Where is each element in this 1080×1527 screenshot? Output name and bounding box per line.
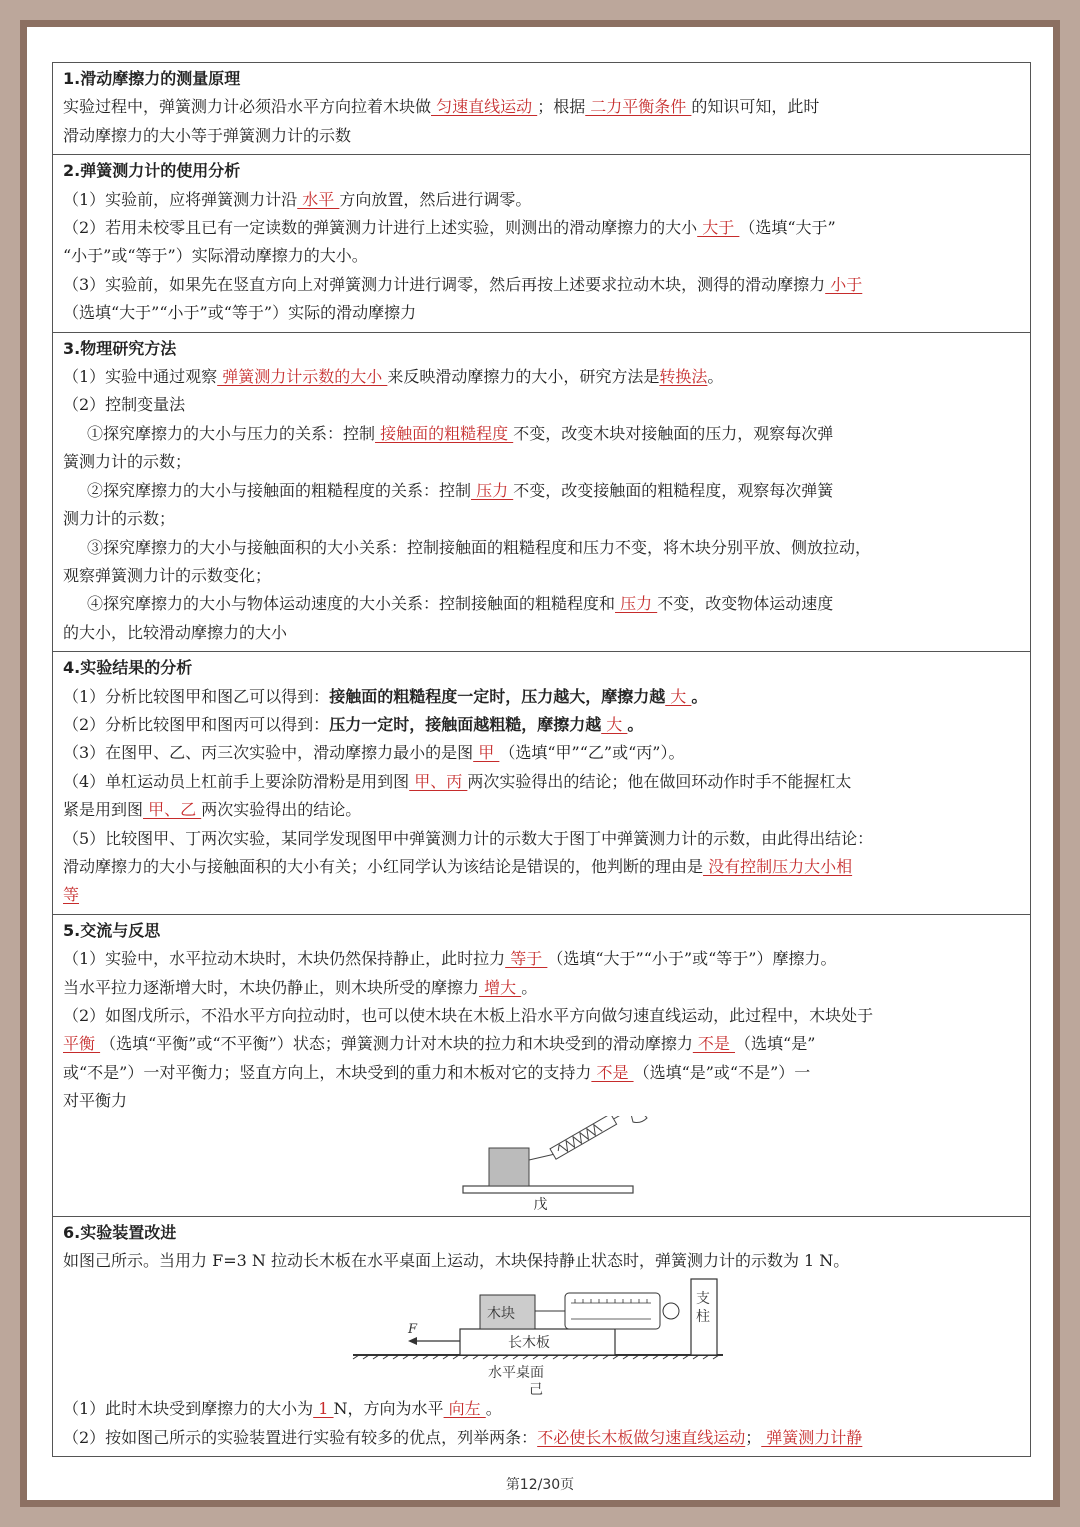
text: 两次实验得出的结论；他在做回环动作时手不能握杠太 bbox=[467, 771, 852, 791]
answer-blank: 大 bbox=[601, 714, 628, 734]
text: 方向放置，然后进行调零。 bbox=[339, 189, 532, 209]
hand-icon bbox=[631, 1116, 647, 1123]
answer-blank: 等 bbox=[63, 885, 80, 905]
text: 不变，改变接触面的粗糙程度，观察每次弹簧 bbox=[513, 480, 834, 500]
text: 紧是用到图 bbox=[63, 800, 144, 820]
board-label: 长木板 bbox=[508, 1335, 550, 1352]
bold-text: 压力一定时，接触面越粗糙，摩擦力越 bbox=[329, 714, 602, 734]
figure-wu bbox=[63, 1116, 1020, 1212]
text-line bbox=[63, 683, 1020, 711]
text: ①探究摩擦力的大小与压力的关系：控制 bbox=[87, 423, 376, 443]
text-line: “小于”或“等于”）实际滑动摩擦力的大小。 bbox=[63, 246, 368, 266]
section-3 bbox=[53, 333, 1030, 652]
text-line: （5）比较图甲、丁两次实验，某同学发现图甲中弹簧测力计的示数大于图丁中弹簧测力计的示数，由此得出结论： bbox=[63, 828, 874, 848]
answer-blank: 不是 bbox=[692, 1034, 736, 1054]
text-line: 如图己所示。当用力 F=3 N 拉动长木板在水平桌面上运动，木块保持静止状态时，弹簧测力计的示数为 1 N。 bbox=[63, 1251, 850, 1271]
block-label: 木块 bbox=[487, 1306, 515, 1323]
text: （选填“是” bbox=[735, 1034, 816, 1054]
text-line bbox=[63, 711, 1020, 739]
text: 。 bbox=[707, 367, 724, 387]
text-line bbox=[63, 363, 1020, 391]
text: （2）分析比较图甲和图丙可以得到： bbox=[63, 714, 330, 734]
text-line: 滑动摩擦力的大小等于弹簧测力计的示数 bbox=[63, 125, 352, 145]
section-title: 5.交流与反思 bbox=[63, 920, 161, 940]
text: 当水平拉力逐渐增大时，木块仍静止，则木块所受的摩擦力 bbox=[63, 977, 480, 997]
section-6 bbox=[53, 1217, 1030, 1457]
block bbox=[489, 1148, 529, 1186]
figure-caption: 戊 bbox=[533, 1196, 548, 1213]
text-line bbox=[63, 796, 1020, 824]
text-line: 对平衡力 bbox=[63, 1091, 128, 1111]
bold-text: 接触面的粗糙程度一定时，压力越大，摩擦力越 bbox=[329, 686, 666, 706]
text: （选填“大于” bbox=[739, 218, 836, 238]
answer-blank: 小于 bbox=[825, 274, 863, 294]
text-line bbox=[63, 590, 1020, 618]
text: （选填“甲”“乙”或“丙”）。 bbox=[499, 743, 685, 763]
text: 。 bbox=[627, 714, 644, 734]
section-title: 6.实验装置改进 bbox=[63, 1222, 177, 1242]
text: ④探究摩擦力的大小与物体运动速度的大小关系：控制接触面的粗糙程度和 bbox=[87, 594, 616, 614]
text: N，方向为水平 bbox=[333, 1399, 444, 1419]
text: ；根据 bbox=[537, 97, 586, 117]
content-table bbox=[52, 62, 1031, 1457]
answer-blank: 向左 bbox=[443, 1399, 486, 1419]
text: 来反映滑动摩擦力的大小，研究方法是 bbox=[387, 367, 660, 387]
answer-blank: 不必使长木板做匀速直线运动 bbox=[537, 1427, 746, 1447]
section-4 bbox=[53, 652, 1030, 915]
answer-blank: 增大 bbox=[479, 977, 522, 997]
answer-blank: 等于 bbox=[505, 949, 548, 969]
string bbox=[529, 1154, 555, 1160]
force-arrowhead bbox=[408, 1337, 417, 1345]
answer-blank: 不是 bbox=[591, 1062, 634, 1082]
text-line: （2）如图戊所示，不沿水平方向拉动时，也可以使木块在木板上沿水平方向做匀速直线运动，此过程中，木块处于 bbox=[63, 1006, 874, 1025]
text: （1）实验中，水平拉动木块时，木块仍然保持静止，此时拉力 bbox=[63, 949, 506, 969]
text-line bbox=[63, 853, 1020, 881]
scale-hook bbox=[663, 1303, 679, 1319]
answer-blank: 接触面的粗糙程度 bbox=[375, 423, 514, 443]
text: （1）实验前，应将弹簧测力计沿 bbox=[63, 189, 298, 209]
text: （1）分析比较图甲和图乙可以得到： bbox=[63, 686, 330, 706]
answer-blank: 二力平衡条件 bbox=[585, 97, 692, 117]
section-title: 1.滑动摩擦力的测量原理 bbox=[63, 69, 241, 88]
answer-blank: 弹簧测力计静 bbox=[761, 1427, 863, 1447]
text: 或“不是”）一对平衡力；竖直方向上，木块受到的重力和木板对它的支持力 bbox=[63, 1062, 592, 1082]
section-1 bbox=[53, 63, 1030, 155]
text: （选填“平衡”或“不平衡”）状态；弹簧测力计对木块的拉力和木块受到的滑动摩擦力 bbox=[100, 1034, 693, 1054]
answer-blank: 没有控制压力大小相 bbox=[703, 856, 853, 876]
text: 。 bbox=[691, 686, 708, 706]
text: （3）在图甲、乙、丙三次实验中，滑动摩擦力最小的是图 bbox=[63, 743, 474, 763]
pillar-label-2: 柱 bbox=[696, 1309, 710, 1326]
text-line: ③探究摩擦力的大小与接触面积的大小关系：控制接触面的粗糙程度和压力不变，将木块分别平放、侧放拉动， bbox=[87, 537, 872, 557]
section-title: 3.物理研究方法 bbox=[63, 338, 177, 358]
text-line bbox=[63, 768, 1020, 796]
figure-ji-drawing bbox=[63, 1275, 1018, 1395]
text-line: （2）控制变量法 bbox=[63, 395, 186, 415]
text: （选填“是”或“不是”）一 bbox=[633, 1062, 811, 1082]
pillar-label-1: 支 bbox=[696, 1291, 710, 1308]
answer-blank: 大于 bbox=[697, 218, 740, 238]
text-line bbox=[63, 1059, 1020, 1087]
text: 实验过程中，弹簧测力计必须沿水平方向拉着木块做 bbox=[63, 97, 432, 117]
answer-blank: 匀速直线运动 bbox=[431, 97, 538, 117]
answer-blank: 甲 bbox=[473, 743, 500, 763]
answer-blank: 压力 bbox=[471, 480, 514, 500]
text-line bbox=[63, 477, 1020, 505]
answer-blank: 弹簧测力计示数的大小 bbox=[217, 367, 388, 387]
answer-blank: 转换法 bbox=[659, 367, 708, 387]
answer-blank: 大 bbox=[665, 686, 692, 706]
text-line bbox=[63, 420, 1020, 448]
text: 。 bbox=[521, 977, 538, 997]
text: （1）实验中通过观察 bbox=[63, 367, 218, 387]
text: （2）按如图己所示的实验装置进行实验有较多的优点，列举两条： bbox=[63, 1427, 538, 1447]
text-line bbox=[63, 974, 1020, 1002]
spring-scale bbox=[565, 1293, 660, 1329]
text-line bbox=[63, 93, 1020, 121]
page bbox=[27, 27, 1053, 1500]
text-line bbox=[63, 214, 1020, 242]
section-title: 4.实验结果的分析 bbox=[63, 658, 193, 678]
text-line: （选填“大于”“小于”或“等于”）实际的滑动摩擦力 bbox=[63, 303, 417, 323]
answer-blank: 压力 bbox=[615, 594, 658, 614]
table-label: 水平桌面 bbox=[488, 1365, 544, 1382]
text: 不变，改变物体运动速度 bbox=[657, 594, 834, 614]
text-line: 测力计的示数； bbox=[63, 509, 176, 529]
text-line: 簧测力计的示数； bbox=[63, 452, 192, 472]
text-line bbox=[63, 881, 1020, 909]
text-line bbox=[63, 1424, 1020, 1452]
answer-blank: 甲、乙 bbox=[143, 800, 202, 820]
text-line bbox=[63, 1395, 1020, 1423]
text: 两次实验得出的结论。 bbox=[201, 800, 362, 820]
answer-blank: 水平 bbox=[297, 189, 340, 209]
section-title: 2.弹簧测力计的使用分析 bbox=[63, 161, 241, 181]
text: 滑动摩擦力的大小与接触面积的大小有关；小红同学认为该结论是错误的，他判断的理由是 bbox=[63, 856, 704, 876]
force-label: F bbox=[408, 1322, 418, 1338]
section-5 bbox=[53, 915, 1030, 1217]
text-line bbox=[63, 945, 1020, 973]
spring-scale bbox=[550, 1116, 632, 1159]
text: ； bbox=[745, 1427, 762, 1447]
figure-caption: 己 bbox=[529, 1382, 543, 1396]
text-line bbox=[63, 186, 1020, 214]
text: （2）若用未校零且已有一定读数的弹簧测力计进行上述实验，则测出的滑动摩擦力的大小 bbox=[63, 218, 698, 238]
text: （3）实验前，如果先在竖直方向上对弹簧测力计进行调零，然后再按上述要求拉动木块，测得的滑动摩擦力 bbox=[63, 274, 826, 294]
text: 。 bbox=[485, 1399, 502, 1419]
text-line bbox=[63, 1030, 1020, 1058]
text: （选填“大于”“小于”或“等于”）摩擦力。 bbox=[547, 949, 837, 969]
figure-ji bbox=[63, 1275, 1020, 1395]
text: （1）此时木块受到摩擦力的大小为 bbox=[63, 1399, 314, 1419]
board bbox=[463, 1186, 633, 1193]
text-line bbox=[63, 271, 1020, 299]
answer-blank: 1 bbox=[313, 1399, 334, 1419]
answer-blank: 甲、丙 bbox=[409, 771, 468, 791]
text: 的知识可知，此时 bbox=[691, 97, 820, 117]
text-line: 观察弹簧测力计的示数变化； bbox=[63, 565, 272, 585]
text-line bbox=[63, 739, 1020, 767]
text: 不变，改变木块对接触面的压力，观察每次弹 bbox=[513, 423, 834, 443]
text-line: 的大小，比较滑动摩擦力的大小 bbox=[63, 622, 288, 642]
text: （4）单杠运动员上杠前手上要涂防滑粉是用到图 bbox=[63, 771, 410, 791]
page-number: 第12/30页 bbox=[505, 1477, 575, 1493]
answer-blank: 平衡 bbox=[63, 1034, 101, 1054]
section-2 bbox=[53, 155, 1030, 332]
text: ②探究摩擦力的大小与接触面的粗糙程度的关系：控制 bbox=[87, 480, 472, 500]
